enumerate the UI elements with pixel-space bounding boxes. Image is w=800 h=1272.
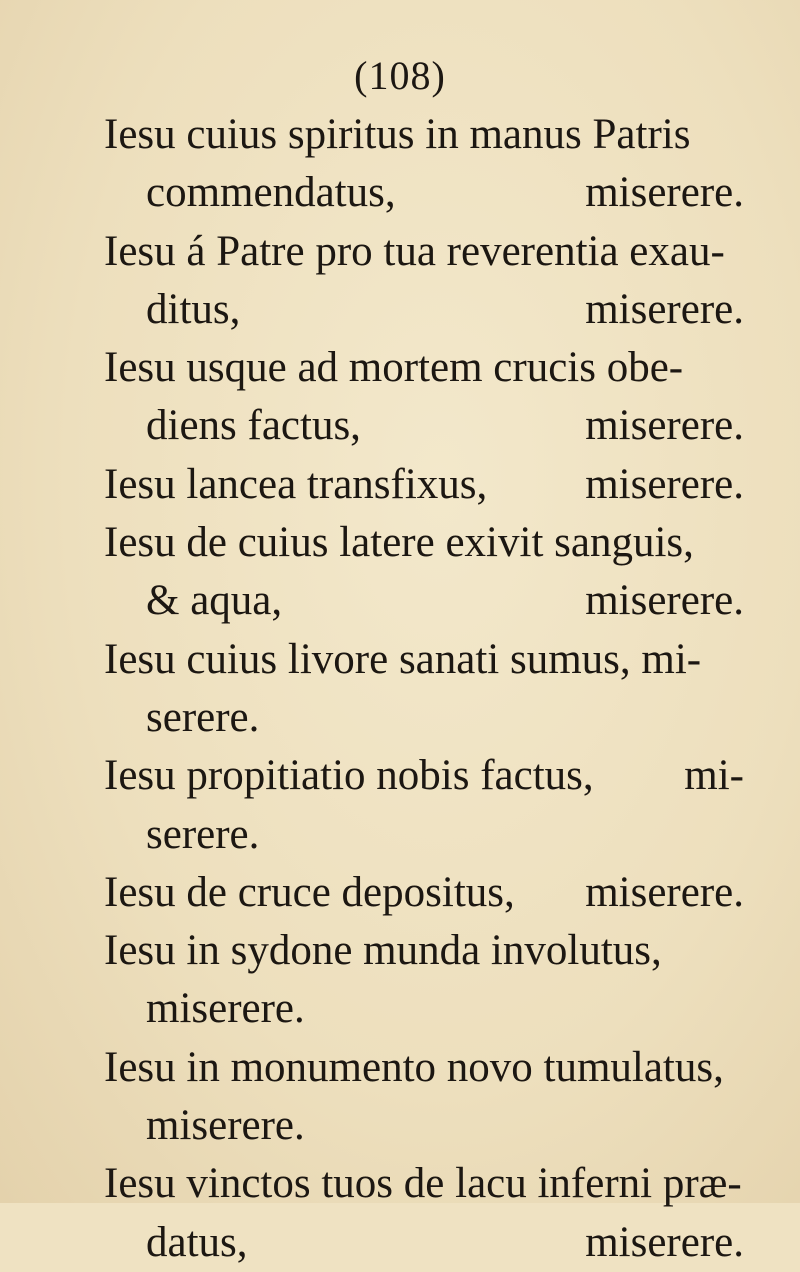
line-19-text: Iesu vinctos tuos de lacu inferni præ- xyxy=(104,1160,742,1208)
line-6-text: diens factus, xyxy=(146,402,361,450)
line-12-response: mi- xyxy=(684,752,744,800)
text-line-15 xyxy=(104,922,744,980)
text-line-9 xyxy=(104,572,744,630)
line-9-response: miserere. xyxy=(585,577,744,625)
text-line-6 xyxy=(104,397,744,455)
line-2-response: miserere. xyxy=(585,169,744,217)
line-9-text: & aqua, xyxy=(146,577,283,625)
line-5-text: Iesu usque ad mortem crucis obe- xyxy=(104,344,684,392)
text-line-11 xyxy=(104,689,744,747)
page-number: (108) xyxy=(354,53,446,98)
line-1-text: Iesu cuius spiritus in manus Patris xyxy=(104,111,691,158)
text-line-20 xyxy=(104,1214,744,1272)
text-line-16 xyxy=(104,980,744,1038)
line-15-text: Iesu in sydone munda involutus, xyxy=(104,927,662,975)
line-11-text: serere. xyxy=(146,693,260,741)
line-7-response: miserere. xyxy=(585,460,744,508)
line-4-text: ditus, xyxy=(146,285,241,333)
text-line-17 xyxy=(104,1039,744,1097)
litany-text xyxy=(104,106,744,1272)
line-8-text: Iesu de cuius latere exivit sanguis, xyxy=(104,519,694,567)
text-line-7 xyxy=(104,456,744,514)
text-line-5 xyxy=(104,339,744,397)
line-7-text: Iesu lancea transfixus, xyxy=(104,460,488,508)
text-line-13 xyxy=(104,806,744,864)
line-16-text: miserere. xyxy=(146,985,305,1033)
line-2-text: commendatus, xyxy=(146,169,396,217)
text-line-3 xyxy=(104,223,744,281)
line-12-text: Iesu propitiatio nobis factus, xyxy=(104,752,594,800)
line-18-text: miserere. xyxy=(146,1102,305,1150)
line-13-text: serere. xyxy=(146,810,260,858)
line-14-text: Iesu de cruce depositus, xyxy=(104,868,515,916)
text-line-1 xyxy=(104,106,744,164)
text-line-18 xyxy=(104,1097,744,1155)
line-14-response: miserere. xyxy=(585,868,744,916)
text-line-8 xyxy=(104,514,744,572)
line-20-response: miserere. xyxy=(585,1218,744,1266)
line-10-text: Iesu cuius livore sanati sumus, mi- xyxy=(104,635,702,683)
text-line-10 xyxy=(104,631,744,689)
text-line-14 xyxy=(104,864,744,922)
text-line-19 xyxy=(104,1155,744,1213)
line-4-response: miserere. xyxy=(585,285,744,333)
text-line-2 xyxy=(104,164,744,222)
line-20-text: datus, xyxy=(146,1218,248,1266)
line-6-response: miserere. xyxy=(585,402,744,450)
text-line-12 xyxy=(104,747,744,805)
line-17-text: Iesu in monumento novo tumulatus, xyxy=(104,1043,724,1091)
text-line-4 xyxy=(104,281,744,339)
line-3-text: Iesu á Patre pro tua reverentia exau- xyxy=(104,227,725,275)
